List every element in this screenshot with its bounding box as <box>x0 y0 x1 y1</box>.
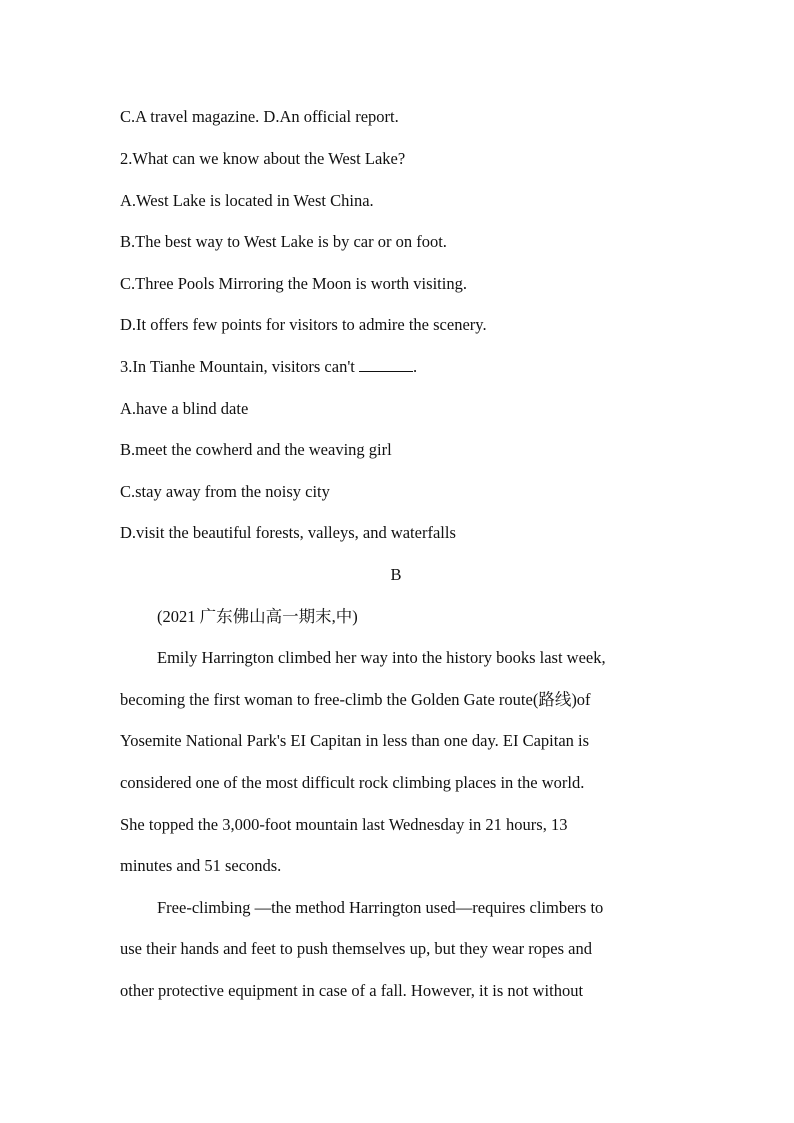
q2-option-c: C.Three Pools Mirroring the Moon is worth visiting. <box>120 274 467 293</box>
q3-option-d: D.visit the beautiful forests, valleys, and waterfalls <box>120 523 456 542</box>
q3-stem-before: 3.In Tianhe Mountain, visitors can't <box>120 357 360 376</box>
q2-option-a: A.West Lake is located in West China. <box>120 191 374 210</box>
q3-option-a: A.have a blind date <box>120 399 249 418</box>
q2-option-d: D.It offers few points for visitors to admire the scenery. <box>120 315 487 334</box>
q1-options-cd: C.A travel magazine. D.An official report. <box>120 107 399 126</box>
passage-p2-line: Free-climbing —the method Harrington used—requires climbers to <box>157 898 604 917</box>
q3-option-b: B.meet the cowherd and the weaving girl <box>120 440 392 459</box>
q3-stem-after: . <box>413 357 418 376</box>
passage-p1-line: She topped the 3,000-foot mountain last Wednesday in 21 hours, 13 <box>120 815 568 834</box>
passage-p1-line: minutes and 51 seconds. <box>120 856 282 875</box>
passage-p2-line: use their hands and feet to push themselves up, but they wear ropes and <box>120 939 592 958</box>
section-label: B <box>390 565 402 584</box>
q3-stem <box>120 357 417 377</box>
q3-option-c: C.stay away from the noisy city <box>120 482 330 501</box>
answer-blank <box>359 357 413 372</box>
passage-p1-line: becoming the first woman to free-climb the Golden Gate route(路线)of <box>120 690 591 709</box>
passage-p2-line: other protective equipment in case of a fall. However, it is not without <box>120 981 584 1000</box>
q2-stem: 2.What can we know about the West Lake? <box>120 149 406 168</box>
passage-p1-line: considered one of the most difficult rock climbing places in the world. <box>120 773 585 792</box>
passage-p1-line: Emily Harrington climbed her way into the history books last week, <box>157 648 606 667</box>
q2-option-b: B.The best way to West Lake is by car or on foot. <box>120 232 447 251</box>
passage-p1-line: Yosemite National Park's EI Capitan in less than one day. EI Capitan is <box>120 731 590 750</box>
section-source: (2021 广东佛山高一期末,中) <box>157 607 358 626</box>
